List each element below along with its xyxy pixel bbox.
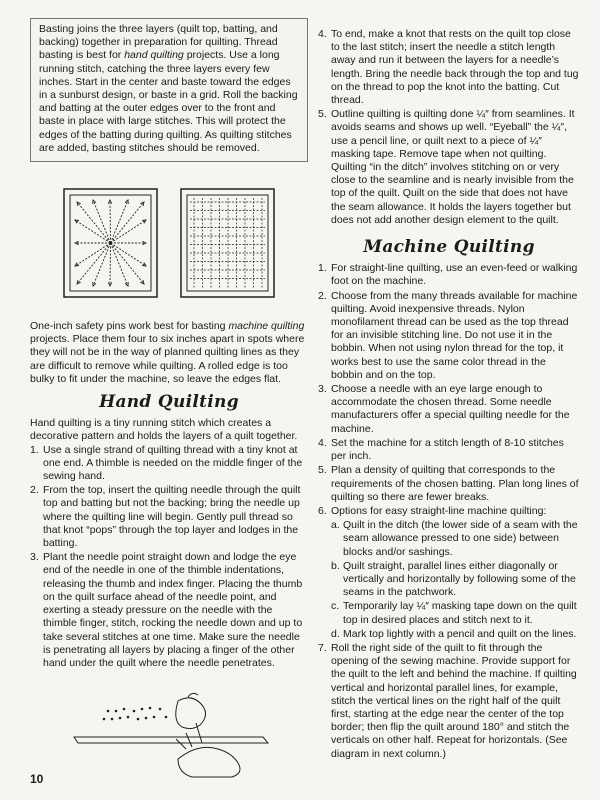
- list-item: 3. Plant the needle point straight down and lodge the eye end of the needle in one of the thimble indentations, releasing the thumb and index finger. Placing the thumb on the quilt surface ahead of the needle point, and exerting a steady pressure on the needle with the thimble finger, stitch, rocking the needle down and up to take several stitches at one time. Make sure the needle is penetrating all layers by placing a finger of the other hand under the quilt where the needle penetrates.: [30, 551, 303, 669]
- basting-paragraph: Basting joins the three layers (quilt top, batting, and backing) together in preparation for quilting. Thread basting is best for hand quilting projects. Use a long running stitch, catching the three layers every few inches. Start in the center and baste toward the edges in a sunburst design, or baste in a grid. Roll the backing and batting at the outer edges over to the front and baste in place with large stitches. This will protect the edges of the batting during quilting. As quilting stitches are added, basting stitches should be removed.: [39, 23, 298, 154]
- machine-quilting-heading: Machine Quilting: [363, 237, 535, 258]
- basting-box: [30, 18, 308, 162]
- list-item: 4. To end, make a knot that rests on the quilt top close to the last stitch; insert the needle a stitch length away and run it between the layers for a needle’s length. Bring the needle back through the top and tug on the thread to pop the knot into the batting. Cut thread.: [318, 28, 579, 107]
- list-item: 4. Set the machine for a stitch length of 8-10 stitches per inch.: [318, 436, 564, 463]
- hand-quilting-intro: Hand quilting is a tiny running stitch which creates a decorative pattern and holds the layers of a quilt together.: [30, 417, 298, 443]
- list-item: 6. Options for easy straight-line machine quilting: a. Quilt in the ditch (the lower side of a seam with the seam allowance pressed to one side) between blocks and/or sashings. b. Quilt straight, parallel lines either diagonally or vertically and horizontally by following some of the seams in the patchwork. c. Temporarily lay ¼″ masking tape down on the quilt top in desired places and stitch next to it. d. Mark top lightly with a pencil and quilt on the lines.: [318, 505, 580, 641]
- grid-basting-diagram: [180, 188, 275, 298]
- page-number: 10: [30, 772, 44, 786]
- list-item: a. Quilt in the ditch (the lower side of a seam with the seam allowance pressed to one side) between blocks and/or sashings.: [331, 519, 578, 558]
- basting-diagrams: [30, 188, 308, 298]
- list-item: d. Mark top lightly with a pencil and quilt on the lines.: [331, 627, 577, 640]
- hand-quilting-illustration: [68, 691, 278, 781]
- right-column: [318, 0, 580, 762]
- hand-quilting-heading: Hand Quilting: [99, 392, 239, 413]
- list-item: 2. Choose from the many threads available for machine quilting. Avoid inexpensive threads. Nylon monofilament thread can be used as the top thread for an invisible stitching line. Do not use it in the bobbin. When not using nylon thread for the top, it works best to use the same color thread in the bobbin and on the top.: [318, 289, 578, 381]
- list-item: 5. Plan a density of quilting that corresponds to the requirements of the chosen batting. Plan long lines of quilting so there are fewer breaks.: [318, 464, 579, 503]
- list-item: c. Temporarily lay ¼″ masking tape down on the quilt top in desired places and stitch next to it.: [331, 600, 577, 626]
- list-item: 5. Outline quilting is quilting done ¼″ from seamlines. It avoids seams and shows up well. “Eyeball” the ¼″, use a pencil line, or quilt next to a piece of ¼″ masking tape. Remove tape when not quilting. Quilting “in the ditch” involves stitching on or very close to the seamline and is nearly invisible from the top of the quilt. Quilt on the side that does not have the seam allowance. It holds the layers together but does not add another design element to the quilt.: [318, 108, 575, 226]
- list-item: 1. For straight-line quilting, use an even-feed or walking foot on the machine.: [318, 262, 578, 288]
- safety-pin-paragraph: One-inch safety pins work best for basting machine quilting projects. Place them four to six inches apart in spots where they will not be in the way of planned quilting lines as they are difficult to remove while quilting. A rolled edge is too bulky to fit under the machine, so leave the edges flat.: [30, 320, 305, 385]
- list-item: 7. Roll the right side of the quilt to fit through the opening of the sewing machine. Provide support for the quilt to the left and behind the machine. If quilting vertical and horizontal parallel lines, for example, stitch the vertical lines on the right half of the quilt first, starting at the edge near the center of the top border; then flip the quilt around 180° and stitch the verticals on other half. Repeat for horizontals. (See diagram in next column.): [318, 641, 577, 760]
- machine-quilting-steps: [318, 262, 580, 761]
- hand-quilting-steps-continued: [318, 28, 580, 227]
- list-item: 1. Use a single strand of quilting thread with a tiny knot at one end. A thimble is needed on the middle finger of the sewing hand.: [30, 443, 303, 483]
- hand-quilting-steps: [30, 444, 308, 670]
- list-item: 3. Choose a needle with an eye large enough to accommodate the chosen thread. Some needle manufacturers offer a special quilting needle for the machine.: [318, 383, 570, 435]
- list-item: 2. From the top, insert the quilting needle through the quilt top and batting but not the backing; bring the needle up where the quilting line will begin. Gently pull thread so that knot “pops” through the top layer and lodges in the batting.: [30, 484, 301, 550]
- sunburst-basting-diagram: [63, 188, 158, 298]
- list-item: b. Quilt straight, parallel lines either diagonally or vertically and horizontally by following some of the seams in the patchwork.: [331, 559, 576, 599]
- quilting-options: [331, 519, 580, 641]
- left-column: [30, 0, 308, 785]
